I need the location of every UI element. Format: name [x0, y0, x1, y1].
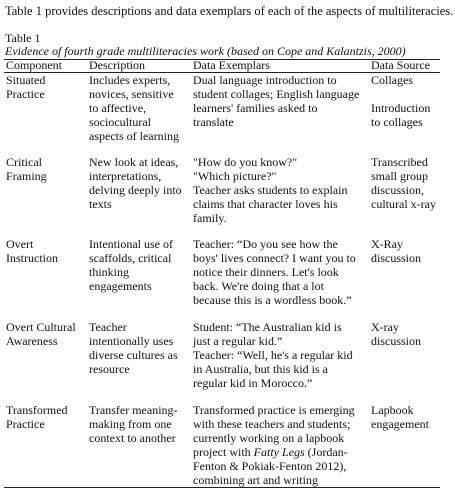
cell-line: Introduction [371, 101, 431, 115]
cell-description [89, 73, 189, 143]
cell-line: interpretations, [89, 169, 162, 183]
cell-data-source [371, 155, 443, 211]
cell-line: "How do you know?" [193, 155, 298, 169]
intro-paragraph: Table 1 provides descriptions and data exemplars of each of the aspects of multiliteracies. [5, 4, 454, 18]
cell-line: project with Fatty Legs (Jordan- [193, 445, 348, 459]
cell-line [371, 87, 443, 101]
cell-data-source [371, 237, 443, 265]
cell-line: resource [89, 362, 130, 376]
cell-line: Lapbook [371, 403, 414, 417]
cell-line: engagement [371, 417, 429, 431]
cell-line: combining art and writing [193, 473, 318, 487]
cell-line: small group [371, 169, 428, 183]
cell-line: in Australia, but this kid is a [193, 362, 328, 376]
cell-line: X-Ray [371, 237, 403, 251]
cell-line: Teacher: “Do you see how the [193, 237, 338, 251]
cell-line: back. We're doing that a lot [193, 279, 324, 293]
cell-line: intentionally uses [89, 334, 174, 348]
cell-line: Transfer meaning- [89, 403, 178, 417]
table-bottom-rule [4, 487, 440, 488]
cell-component [6, 320, 84, 348]
cell-line: Intentional use of [89, 237, 173, 251]
cell-line: Teacher [89, 320, 127, 334]
cell-line: notice their dinners. Let's look [193, 265, 339, 279]
cell-line: Instruction [6, 251, 58, 265]
cell-line: thinking [89, 265, 130, 279]
cell-line: sociocultural [89, 115, 151, 129]
cell-description [89, 320, 189, 376]
cell-line: with these teachers and students; [193, 417, 351, 431]
cell-line: to affective, [89, 101, 147, 115]
cell-description [89, 237, 189, 293]
cell-line: Practice [6, 87, 45, 101]
cell-description [89, 403, 189, 445]
cell-line: just a regular kid.” [193, 334, 283, 348]
cell-line: Includes experts, [89, 73, 171, 87]
cell-component [6, 403, 84, 431]
cell-line: Critical [6, 155, 42, 169]
cell-line: aspects of learning [89, 129, 179, 143]
cell-line: Fenton & Pokiak-Fenton 2012), [193, 459, 347, 473]
cell-component [6, 237, 84, 265]
cell-line: Transcribed [371, 155, 428, 169]
table-number: Table 1 [5, 31, 41, 45]
cell-line: texts [89, 197, 112, 211]
cell-data-exemplars [193, 73, 367, 129]
cell-line: Collages [371, 73, 413, 87]
cell-line: making from one [89, 417, 172, 431]
cell-line: student collages; English language [193, 87, 360, 101]
cell-line: discussion [371, 334, 422, 348]
cell-line: Awareness [6, 334, 58, 348]
cell-line: claims that character loves his [193, 197, 338, 211]
cell-line: scaffolds, critical [89, 251, 172, 265]
header-data-exemplars: Data Exemplars [193, 58, 270, 72]
cell-line: delving deeply into [89, 183, 182, 197]
cell-line: Teacher asks students to explain [193, 183, 348, 197]
cell-line: Situated [6, 73, 46, 87]
cell-line: Student: “The Australian kid is [193, 320, 342, 334]
cell-line: Teacher: “Well, he's a regular kid [193, 348, 353, 362]
cell-line: Overt [6, 237, 34, 251]
cell-line: Transformed [6, 403, 68, 417]
header-description: Description [89, 58, 145, 72]
cell-line: context to another [89, 431, 176, 445]
cell-line: X-ray [371, 320, 399, 334]
cell-line: currently working on a lapbook [193, 431, 345, 445]
cell-line: engagements [89, 279, 152, 293]
cell-line: learners' families asked to [193, 101, 318, 115]
cell-line: Dual language introduction to [193, 73, 337, 87]
cell-data-exemplars [193, 237, 367, 307]
cell-line: regular kid in Morocco.” [193, 376, 313, 390]
cell-data-exemplars [193, 403, 367, 487]
header-component: Component [6, 58, 62, 72]
cell-line: novices, sensitive [89, 87, 174, 101]
cell-data-source [371, 73, 443, 129]
cell-description [89, 155, 189, 211]
cell-component [6, 73, 84, 101]
header-data-source: Data Source [371, 58, 430, 72]
cell-line: to collages [371, 115, 423, 129]
table-caption: Evidence of fourth grade multiliteracies work (based on Cope and Kalantzis, 2000) [5, 44, 406, 58]
cell-line: cultural x-ray [371, 197, 436, 211]
cell-line: Overt Cultural [6, 320, 76, 334]
cell-component [6, 155, 84, 183]
cell-line: "Which picture?" [193, 169, 277, 183]
cell-line: Practice [6, 417, 45, 431]
cell-data-source [371, 403, 443, 431]
cell-data-source [371, 320, 443, 348]
cell-line: because this is a wordless book.” [193, 293, 352, 307]
cell-line: family. [193, 211, 227, 225]
cell-line: Transformed practice is emerging [193, 403, 355, 417]
cell-line: Framing [6, 169, 47, 183]
cell-line: translate [193, 115, 234, 129]
cell-data-exemplars [193, 155, 367, 225]
cell-line: diverse cultures as [89, 348, 178, 362]
cell-line: boys' lives connect? I want you to [193, 251, 356, 265]
cell-line: discussion, [371, 183, 425, 197]
cell-data-exemplars [193, 320, 367, 390]
cell-line: New look at ideas, [89, 155, 179, 169]
cell-line: discussion [371, 251, 422, 265]
